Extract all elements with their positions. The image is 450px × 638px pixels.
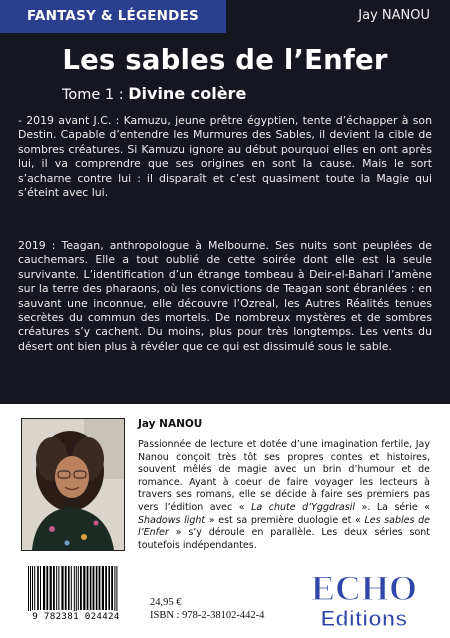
barcode-bar	[68, 566, 70, 610]
barcode-bar	[76, 566, 77, 616]
bio-book-title: La chute d’Yggdrasil	[251, 501, 355, 513]
price: 24,95 €	[150, 597, 182, 608]
tome-label: Tome 1 :	[62, 87, 124, 103]
bio-text-part: Passionnée de lecture et dotée d’une imagination fertile, Jay Nanou conçoit très tôt ses propres contes et histoires, souvent mêlés de magie avec un brin d’humour et de romance. Ayant à coeur de faire voyager les lecteurs à travers ses romans, elle se décide à faire ses premiers pas vers l’édition avec «	[138, 439, 430, 513]
publisher-logo	[298, 566, 430, 632]
book-title: Les sables de l’Enfer	[62, 44, 388, 76]
barcode	[18, 563, 134, 627]
barcode-bar	[43, 566, 45, 610]
barcode-bar	[30, 566, 31, 616]
barcode-bar	[74, 566, 75, 616]
bio-author-name: Jay NANOU	[138, 418, 203, 430]
barcode-bar	[90, 566, 92, 610]
barcode-bar	[108, 566, 110, 610]
barcode-bar	[46, 566, 48, 610]
synopsis-paragraph-1: - 2019 avant J.C. : Kamuzu, jeune prêtre égyptien, tente d’échapper à son Destin. Capable d’entendre les Murmures des Sables, il devient la cible de sombres créatures. Si Kamuzu ignore au début pourquoi elles en ont après lui, il va comprendre que ses origines en sont la cause. Mais le sort s’acharne contre lui : il disparaît et c’est quasiment toute la Magie qui s’éteint avec lui.	[18, 114, 432, 200]
publisher-logo-line1: ECHO	[310, 568, 418, 608]
barcode-bar	[78, 566, 79, 610]
barcode-bar	[50, 566, 52, 610]
barcode-bar	[114, 566, 115, 616]
author-photo	[21, 418, 125, 551]
barcode-bar	[34, 566, 35, 610]
book-subtitle	[62, 84, 246, 103]
volume-title: Divine colère	[128, 84, 247, 103]
publisher-logo-line2: Editions	[320, 606, 408, 631]
isbn: ISBN : 978-2-38102-442-4	[150, 610, 265, 621]
barcode-bar	[37, 566, 39, 610]
barcode-bar	[58, 566, 59, 610]
barcode-bar	[56, 566, 57, 610]
bio-text-part: ». La série «	[354, 501, 430, 513]
barcode-bar	[61, 566, 63, 610]
barcode-bar	[87, 566, 89, 610]
barcode-bar	[105, 566, 107, 610]
barcode-bar	[83, 566, 85, 610]
barcode-bar	[65, 566, 67, 610]
barcode-bar	[28, 566, 29, 616]
barcode-bar	[116, 566, 117, 616]
barcode-bar	[111, 566, 113, 610]
barcode-bar	[102, 566, 104, 610]
barcode-bar	[96, 566, 98, 610]
bio-book-title: Shadows light	[138, 514, 206, 526]
barcode-bar	[71, 566, 72, 610]
barcode-bar	[93, 566, 95, 610]
author-name-header: Jay NANOU	[358, 8, 430, 23]
bio-book-title: Les sables de l’Enfer	[138, 514, 430, 539]
barcode-number: 9 782381 024424	[18, 611, 134, 625]
barcode-bar	[40, 566, 41, 610]
barcode-bar	[99, 566, 101, 610]
bio-text-part: » s’y déroule en parallèle. Les deux séries sont toutefois indépendantes.	[138, 527, 430, 551]
bio-text-part: » est sa première duologie et «	[205, 514, 365, 526]
author-bio-text	[138, 439, 430, 552]
synopsis-paragraph-2: 2019 : Teagan, anthropologue à Melbourne. Ses nuits sont peuplées de cauchemars. Elle a tout oublié de cette soirée dont elle est la seule survivante. L’identification d’un étrange tombeau à Deir-el-Bahari l’amène sur la terre des pharaons, où les convictions de Teagan sont ébranlées : en sauvant une inconnue, elle découvre l’Ozreal, les Autres Réalités tenues secrètes du commun des mortels. De nombreux mystères et de sombres créatures s’y cachent. Du moins, plus pour très longtemps. Les vents du désert ont bien plus à révéler que ce qui est dissimulé sous le sable.	[18, 239, 432, 353]
barcode-bar	[53, 566, 55, 610]
barcode-bar	[32, 566, 33, 610]
collection-label: FANTASY & LÉGENDES	[0, 0, 226, 33]
barcode-bar	[80, 566, 82, 610]
